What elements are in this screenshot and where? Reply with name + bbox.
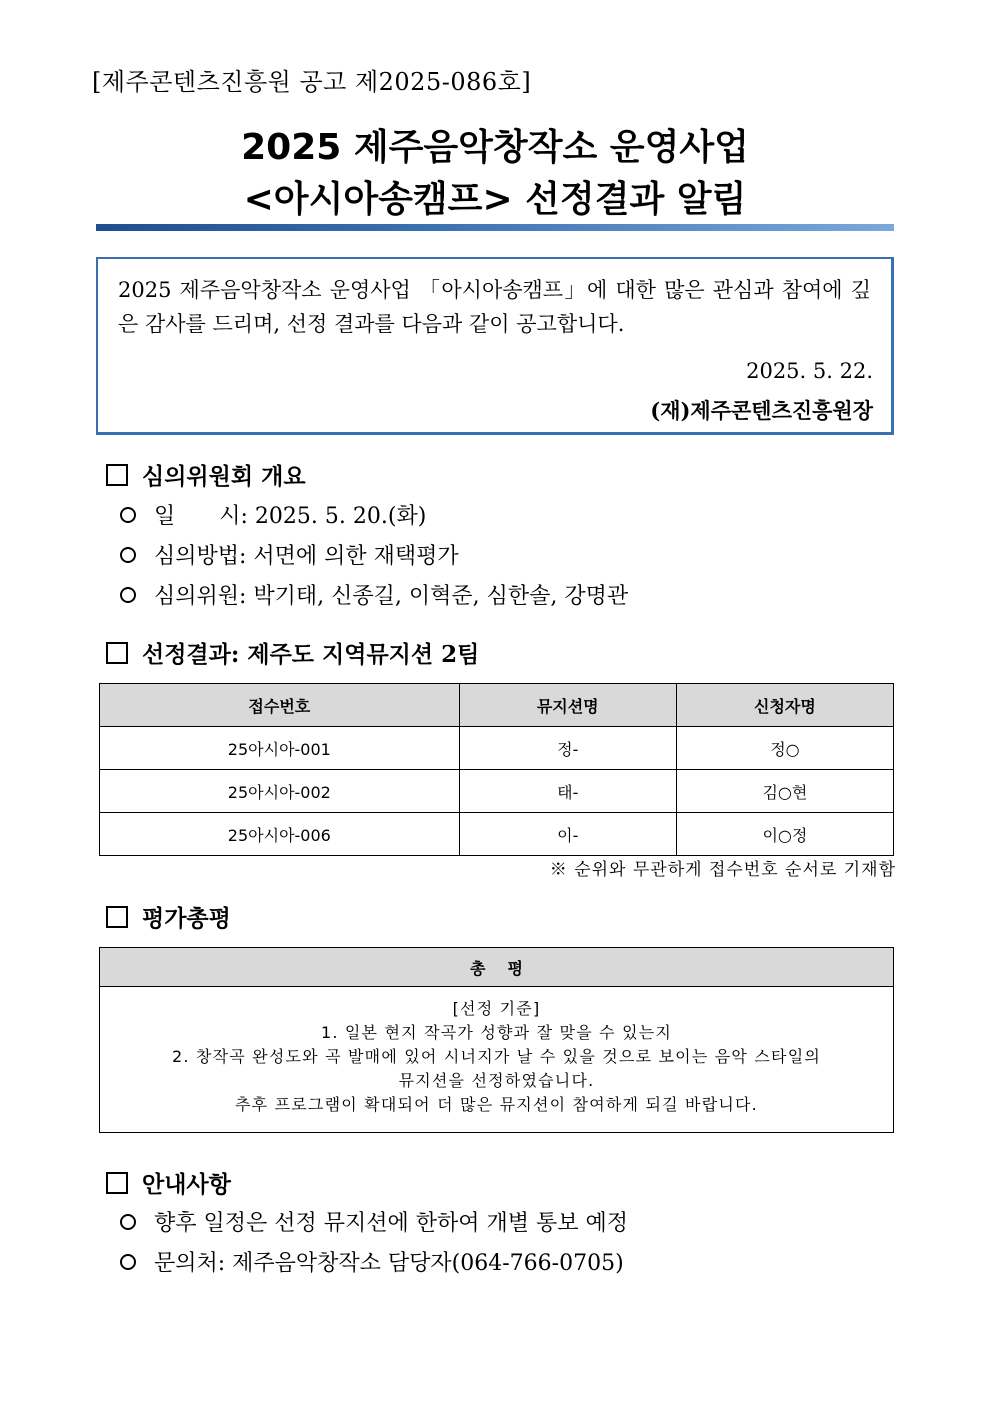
table-cell: 태- bbox=[459, 770, 676, 813]
section-heading-text: 평가총평 bbox=[142, 905, 231, 932]
table-cell: 이- bbox=[459, 813, 676, 856]
committee-item bbox=[120, 499, 426, 530]
circle-bullet-icon bbox=[120, 1214, 136, 1230]
table-cell: 김○현 bbox=[676, 770, 893, 813]
table-row bbox=[100, 770, 894, 813]
committee-item bbox=[120, 539, 459, 570]
table-cell: 정- bbox=[459, 727, 676, 770]
evaluation-line: [선정 기준] bbox=[452, 999, 541, 1018]
title-line-1: 2025 제주음악창작소 운영사업 bbox=[241, 127, 749, 168]
committee-item-text: 심의위원: 박기태, 신종길, 이혁준, 심한솔, 강명관 bbox=[154, 584, 629, 609]
committee-item-text: 심의방법: 서면에 의한 재택평가 bbox=[154, 544, 459, 569]
section-heading-text: 심의위원회 개요 bbox=[142, 463, 306, 490]
table-footnote: ※ 순위와 무관하게 접수번호 순서로 기재함 bbox=[549, 860, 896, 880]
guide-item-text: 문의처: 제주음악창작소 담당자(064-766-0705) bbox=[154, 1251, 624, 1276]
committee-item bbox=[120, 579, 628, 610]
table-cell: 25아시아-001 bbox=[100, 727, 460, 770]
checkbox-square-icon bbox=[106, 464, 128, 486]
guide-item-text: 향후 일정은 선정 뮤지션에 한하여 개별 통보 예정 bbox=[154, 1211, 628, 1236]
circle-bullet-icon bbox=[120, 587, 136, 603]
notice-number: [제주콘텐츠진흥원 공고 제2025-086호] bbox=[92, 68, 532, 96]
issuing-organization: (재)제주콘텐츠진흥원장 bbox=[650, 398, 873, 423]
column-header: 신청자명 bbox=[676, 684, 893, 727]
evaluation-table-header: 총평 bbox=[100, 948, 893, 987]
circle-bullet-icon bbox=[120, 1254, 136, 1270]
section-result-heading bbox=[106, 636, 479, 669]
title-underline bbox=[96, 224, 894, 231]
committee-item-text: 일 시: 2025. 5. 20.(화) bbox=[154, 504, 427, 529]
section-committee-heading bbox=[106, 458, 306, 491]
circle-bullet-icon bbox=[120, 547, 136, 563]
guide-item bbox=[120, 1246, 624, 1277]
checkbox-square-icon bbox=[106, 642, 128, 664]
section-heading-text: 안내사항 bbox=[142, 1171, 231, 1198]
announcement-date: 2025. 5. 22. bbox=[746, 359, 873, 383]
table-cell: 정○ bbox=[676, 727, 893, 770]
table-row bbox=[100, 813, 894, 856]
column-header: 접수번호 bbox=[100, 684, 460, 727]
intro-text: 2025 제주음악창작소 운영사업 「아시아송캠프」에 대한 많은 관심과 참여에 깊은 감사를 드리며, 선정 결과를 다음과 같이 공고합니다. bbox=[118, 278, 871, 336]
result-table bbox=[99, 683, 894, 856]
checkbox-square-icon bbox=[106, 1172, 128, 1194]
evaluation-body bbox=[100, 987, 893, 1117]
table-header-row bbox=[100, 684, 894, 727]
section-guide-heading bbox=[106, 1166, 231, 1199]
title-line-2: <아시아송캠프> 선정결과 알림 bbox=[243, 179, 747, 220]
section-evaluation-heading bbox=[106, 900, 231, 933]
column-header: 뮤지션명 bbox=[459, 684, 676, 727]
checkbox-square-icon bbox=[106, 906, 128, 928]
evaluation-line: 추후 프로그램이 확대되어 더 많은 뮤지션이 참여하게 되길 바랍니다. bbox=[235, 1095, 758, 1114]
evaluation-line: 뮤지션을 선정하였습니다. bbox=[398, 1071, 595, 1090]
guide-item bbox=[120, 1206, 628, 1237]
evaluation-line: 2. 창작곡 완성도와 곡 발매에 있어 시너지가 날 수 있을 것으로 보이는 음악 스타일의 bbox=[171, 1047, 822, 1066]
table-cell: 25아시아-002 bbox=[100, 770, 460, 813]
table-cell: 이○정 bbox=[676, 813, 893, 856]
intro-box bbox=[96, 257, 894, 435]
evaluation-line: 1. 일본 현지 작곡가 성향과 잘 맞을 수 있는지 bbox=[320, 1023, 673, 1042]
section-heading-text: 선정결과: 제주도 지역뮤지션 2팀 bbox=[142, 641, 480, 668]
table-row bbox=[100, 727, 894, 770]
table-cell: 25아시아-006 bbox=[100, 813, 460, 856]
circle-bullet-icon bbox=[120, 507, 136, 523]
evaluation-table bbox=[99, 947, 894, 1133]
document-title bbox=[96, 122, 894, 226]
